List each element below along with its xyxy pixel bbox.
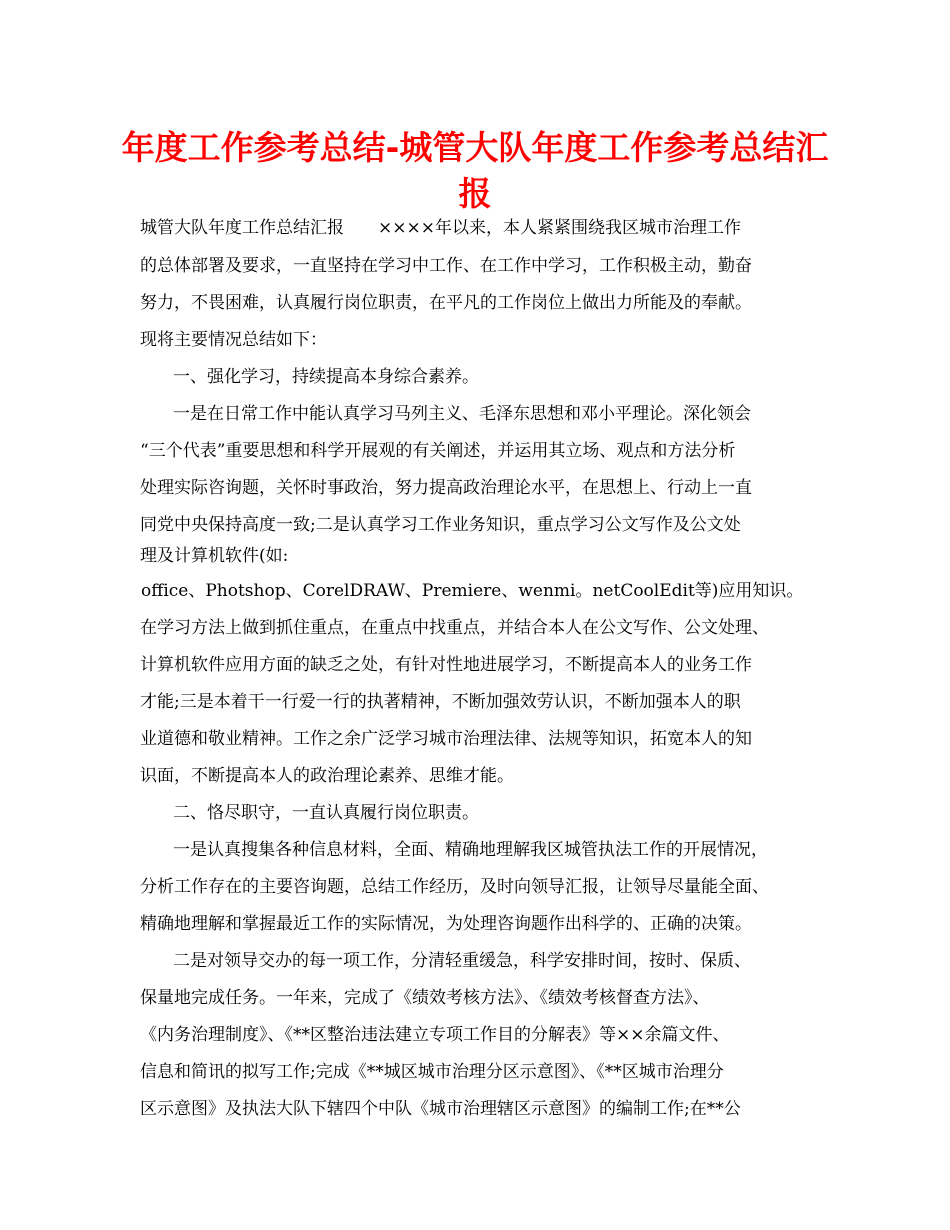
body-line: 分析工作存在的主要咨询题，总结工作经历，及时向领导汇报，让领导尽量能全面、 [140, 877, 769, 897]
body-line: 计算机软件应用方面的缺乏之处，有针对性地进展学习，不断提高本人的业务工作 [140, 655, 752, 675]
body-line: 努力，不畏困难，认真履行岗位职责，在平凡的工作岗位上做出力所能及的奉献。 [140, 293, 752, 313]
document-title-line-1: 年度工作参考总结-城管大队年度工作参考总结汇 [121, 128, 829, 167]
body-line: 业道德和敬业精神。工作之余广泛学习城市治理法律、法规等知识，拓宽本人的知 [140, 729, 752, 749]
body-line: 区示意图》及执法大队下辖四个中队《城市治理辖区示意图》的编制工作;在**公 [140, 1099, 741, 1119]
body-line: 才能;三是本着干一行爱一行的执著精神，不断加强效劳认识，不断加强本人的职 [140, 692, 741, 712]
body-line: 精确地理解和掌握最近工作的实际情况，为处理咨询题作出科学的、正确的决策。 [140, 914, 752, 934]
body-line: 识面，不断提高本人的政治理论素养、思维才能。 [140, 766, 514, 786]
document-title-line-2: 报 [458, 174, 492, 213]
body-line: 在学习方法上做到抓住重点，在重点中找重点，并结合本人在公文写作、公文处理、 [140, 618, 769, 638]
body-line: 一是认真搜集各种信息材料，全面、精确地理解我区城管执法工作的开展情况， [173, 840, 768, 860]
section-heading: 二、恪尽职守，一直认真履行岗位职责。 [173, 803, 479, 823]
body-line: 《内务治理制度》、《**区整治违法建立专项工作目的分解表》等××余篇文件、 [140, 1025, 730, 1045]
body-line: 的总体部署及要求，一直坚持在学习中工作、在工作中学习，工作积极主动，勤奋 [140, 256, 752, 276]
section-heading: 一、强化学习，持续提高本身综合素养。 [173, 367, 479, 387]
body-line: 同党中央保持高度一致;二是认真学习工作业务知识，重点学习公文写作及公文处 [140, 515, 741, 535]
body-line: 信息和简讯的拟写工作;完成《**城区城市治理分区示意图》、《**区城市治理分 [140, 1062, 724, 1082]
body-line: 二是对领导交办的每一项工作，分清轻重缓急，科学安排时间，按时、保质、 [173, 951, 751, 971]
body-line: 处理实际咨询题，关怀时事政治，努力提高政治理论水平，在思想上、行动上一直 [140, 478, 752, 498]
body-line: 城管大队年度工作总结汇报 ××××年以来，本人紧紧围绕我区城市治理工作 [140, 218, 741, 238]
body-line: office、Photshop、CorelDRAW、Premiere、wenmi。netCoolEdit等)应用知识。 [141, 581, 804, 601]
body-line: 保量地完成任务。一年来，完成了《绩效考核方法》、《绩效考核督查方法》、 [140, 988, 710, 1008]
body-line: “三个代表”重要思想和科学开展观的有关阐述，并运用其立场、观点和方法分析 [140, 441, 736, 461]
body-line: 一是在日常工作中能认真学习马列主义、毛泽东思想和邓小平理论。深化领会 [173, 404, 751, 424]
body-line: 理及计算机软件(如: [140, 546, 289, 566]
body-line: 现将主要情况总结如下： [140, 330, 327, 350]
